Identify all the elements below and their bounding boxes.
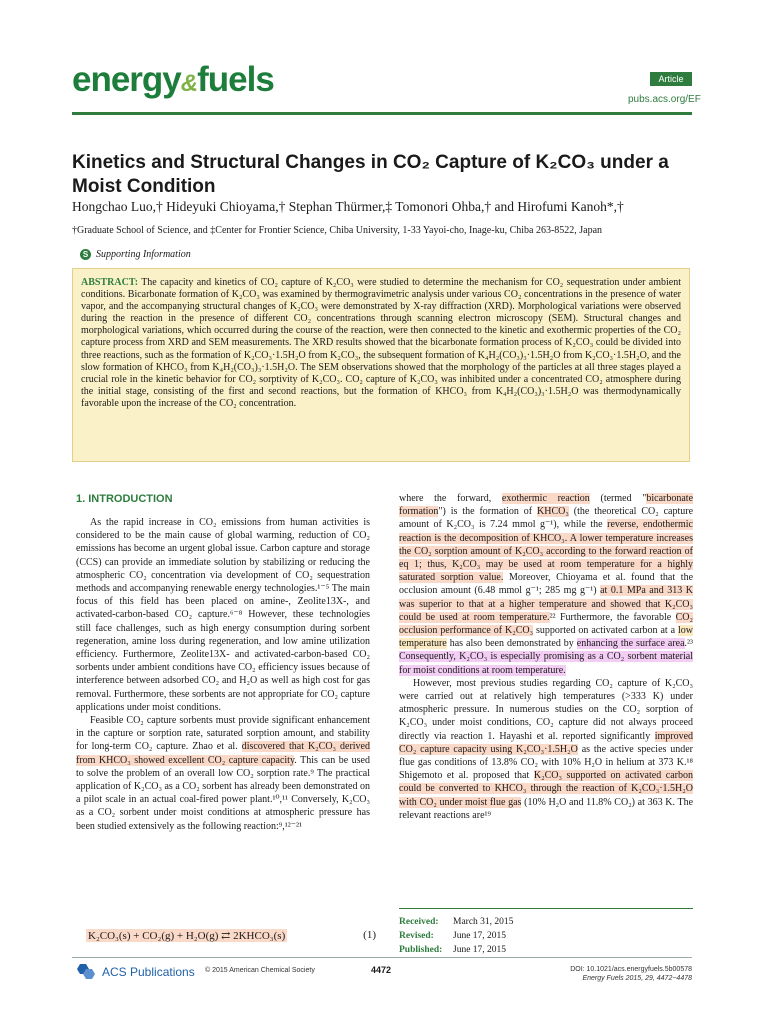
date-published: Published: June 17, 2015 [399,945,507,955]
highlight: CO₂ occlusion performance of K₂CO₃ [399,611,694,637]
highlight: enhancing the surface area [576,638,685,650]
paper-title: Kinetics and Structural Changes in CO₂ Capture of K₂CO₃ under a Moist Condition [72,152,669,197]
publication-dates [399,908,693,957]
abstract-box [72,268,690,462]
left-column [76,516,370,833]
highlight: exothermic reaction [501,493,590,504]
journal-url-link[interactable]: pubs.acs.org/EF [628,94,701,105]
paragraph: However, most previous studies regarding CO₂ capture of K₂CO₃ were carried out at relatively high temperatures (>333 K) under atmospheric pressure. In numerous studies on the CO₂ sorption of K₂CO₃ under moist conditions, CO₂ capture did not always proceed directly via reaction 1. Hayashi et al. reported significantly improved CO₂ capture capacity using K₂CO₃·1.5H₂O as the active species under flue gas conditions of 13.8% CO₂ with 10% H₂O in helium at 373 K.¹⁸ Shigemoto et al. proposed that K₂CO₃ supported on activated carbon could be converted to KHCO₃ through the reaction of K₂CO₃·1.5H₂O with CO₂ under moist flue gas (10% H₂O and 11.8% CO₂) at 363 K. The relevant reactions are¹⁹ [399,677,694,821]
equation-text: K₂CO₃(s) + CO₂(g) + H₂O(g) ⇄ 2KHCO₃(s) [88,930,286,942]
highlight: improved CO₂ capture capacity using K₂CO₃·1.5H₂O [399,730,694,755]
supporting-info-link[interactable] [80,249,191,260]
paragraph: where the forward, exothermic reaction (termed "bicarbonate formation") is the formation of KHCO₃ (the theoretical CO₂ capture amount of K₂CO₃ is 7.24 mmol g⁻¹), while the reverse, endothermic reaction is the decomposition of KHCO₃. A lower temperature increases the CO₂ sorption amount of K₂CO₃ according to the forward reaction of eq 1; thus, K₂CO₃ may be used at room temperature for a highly saturated sorption value. Moreover, Chioyama et al. found that the occlusion amount (6.48 mmol g⁻¹; 285 mg g⁻¹) at 0.1 MPa and 313 K was superior to that at a higher temperature and showed that K₂CO₃ could be used at room temperature.²² Furthermore, the favorable CO₂ occlusion performance of K₂CO₃ supported on activated carbon at a low temperature has also been demonstrated by enhancing the surface area.²³ Consequently, K₂CO₃ is especially promising as a CO₂ sorbent material for moist conditions at room temperature. [399,493,694,676]
highlight: KHCO₃ [537,506,569,518]
supporting-info-label: Supporting Information [96,249,191,260]
paragraph: Feasible CO₂ capture sorbents must provide significant enhancement in the capture or sorption rate, saturated sorption amount, and stability for long-term CO₂ capture. Zhao et al. discovered that K₂CO₃ derived from KHCO₃ showed excellent CO₂ capture capacity. This can be used to solve the problem of an overall low CO₂ sorption rate.⁹ The practical application of K₂CO₃ as a CO₂ sorbent has already been demonstrated on a pilot scale in an actual coal-fired power plant.¹⁰,¹¹ Conversely, K₂CO₃ as a CO₂ sorbent under moist conditions at atmospheric pressure has been studied extensively as the following reaction:⁹,¹²⁻²¹ [76,715,371,832]
highlight: reverse, endothermic reaction is the decomposition of KHCO₃. A lower temperature increases the CO₂ sorption amount of K₂CO₃ according to the forward reaction of eq 1; thus, K₂CO₃ may be used at room temperature for a highly saturated sorption value. [399,519,693,584]
acs-publications-logo[interactable] [74,963,195,981]
highlight: at 0.1 MPa and 313 K was superior to that at a higher temperature and showed that K₂CO₃ could be used at room temperature. [399,585,693,623]
doi-info [560,965,692,983]
doi-link[interactable]: DOI: 10.1021/acs.energyfuels.5b00578 [570,966,692,973]
section-heading-introduction: 1. INTRODUCTION [76,493,173,505]
highlight: discovered that K₂CO₃ derived from KHCO₃ showed excellent CO₂ capture capacity [76,741,371,766]
date-received: Received: March 31, 2015 [399,917,514,927]
paragraph: As the rapid increase in CO₂ emissions from human activities is considered to be the main cause of global warming, reduction of CO₂ emissions has become an urgent global issue. Carbon capture and storage (CCS) can provide an immediate solution by stabilizing or reducing the atmospheric CO₂ concentration via development of CO₂ sequestration methods and accompanying renewable energy technologies.¹⁻⁵ The main focus of this field has been placed on amine-, Zeolite13X-, and activated-carbon-based CO₂ capture.⁶⁻⁸ However, these technologies still face challenges, such as high energy consumption during sorbent regeneration, amine loss during regeneration, and low amine utilization efficiency. Furthermore, Zeolite13X- and activated-carbon-based CO₂ sorbents under ambient conditions have CO₂ efficiency issues because of interference between adsorbed CO₂ and H₂O as well as high cost for gas removal. Furthermore, these sorbents are not appropriate for CO₂ capture applications under moist conditions. [76,517,370,713]
journal-logo: energy&fuels [72,60,274,99]
supporting-info-icon: S [80,249,91,260]
publisher-name: ACS Publications [102,965,195,979]
date-revised: Revised: June 17, 2015 [399,931,507,941]
highlight: low temperature [399,625,694,650]
article-type-badge: Article [650,72,692,86]
author-list: Hongchao Luo,† Hideyuki Chioyama,† Stephan Thürmer,‡ Tomonori Ohba,† and Hirofumi Kanoh*,† [72,199,624,214]
citation: Energy Fuels 2015, 29, 4472−4478 [582,975,692,982]
page-number: 4472 [371,965,392,975]
affiliations: †Graduate School of Science, and ‡Center for Frontier Science, Chiba University, 1-33 Yayoi-cho, Inage-ku, Chiba 263-8522, Japan [72,225,603,236]
highlight: Consequently, K₂CO₃ is especially promising as a CO₂ sorbent material for moist conditions at room temperature. [399,651,693,676]
highlight: bicarbonate formation [399,493,694,518]
equation-1 [86,929,376,942]
acs-hexagon-icon [74,963,96,981]
footer-rule [72,957,692,958]
header-rule [72,112,692,115]
highlight: K₂CO₃ supported on activated carbon could be converted to KHCO₃ through the reaction of K₂CO₃·1.5H₂O with CO₂ under moist flue gas [399,770,694,808]
copyright: © 2015 American Chemical Society [205,967,315,974]
abstract-text: The capacity and kinetics of CO₂ capture of K₂CO₃ were studied to determine the mechanism for CO₂ sequestration under ambient conditions. Bicarbonate formation of K₂CO₃ was examined by thermogravimetric analysis under various CO₂ concentrations in the presence of water vapor, and the accompanying structural changes of K₂CO₃ were demonstrated by X-ray diffraction (XRD). Morphological variations were observed during the reaction in the presence of different CO₂ concentrations through scanning electron microscopy (SEM). Structural changes and morphological variations, which occurred during the course of the reaction, were then connected to the kinetic and exothermic properties of the CO₂ capture process from XRD and SEM measurements. The XRD results showed that the bicarbonate formation process of K₂CO₃ could be divided into three reactions, such as the formation of K₂CO₃·1.5H₂O from K₂CO₃, the subsequent formation of K₄H₂(CO₃)₃·1.5H₂O from K₂CO₃·1.5H₂O, and the slow formation of KHCO₃ from K₄H₂(CO₃)₃·1.5H₂O. The SEM observations showed that the morphology of the particles at all three stages played a crucial role in the kinetic behavior for CO₂ sorptivity of K₂CO₃. CO₂ capture of K₂CO₃ was inhibited under a concentrated CO₂ atmosphere during the initial stage, consisting of the first and second reactions, but the formation of KHCO₃ from K₄H₂(CO₃)₃·1.5H₂O was thermodynamically favorable upon the increase of the CO₂ concentration. [81,277,681,409]
equation-number: (1) [363,929,376,941]
right-column [399,492,693,822]
abstract-heading: ABSTRACT: [81,277,139,288]
